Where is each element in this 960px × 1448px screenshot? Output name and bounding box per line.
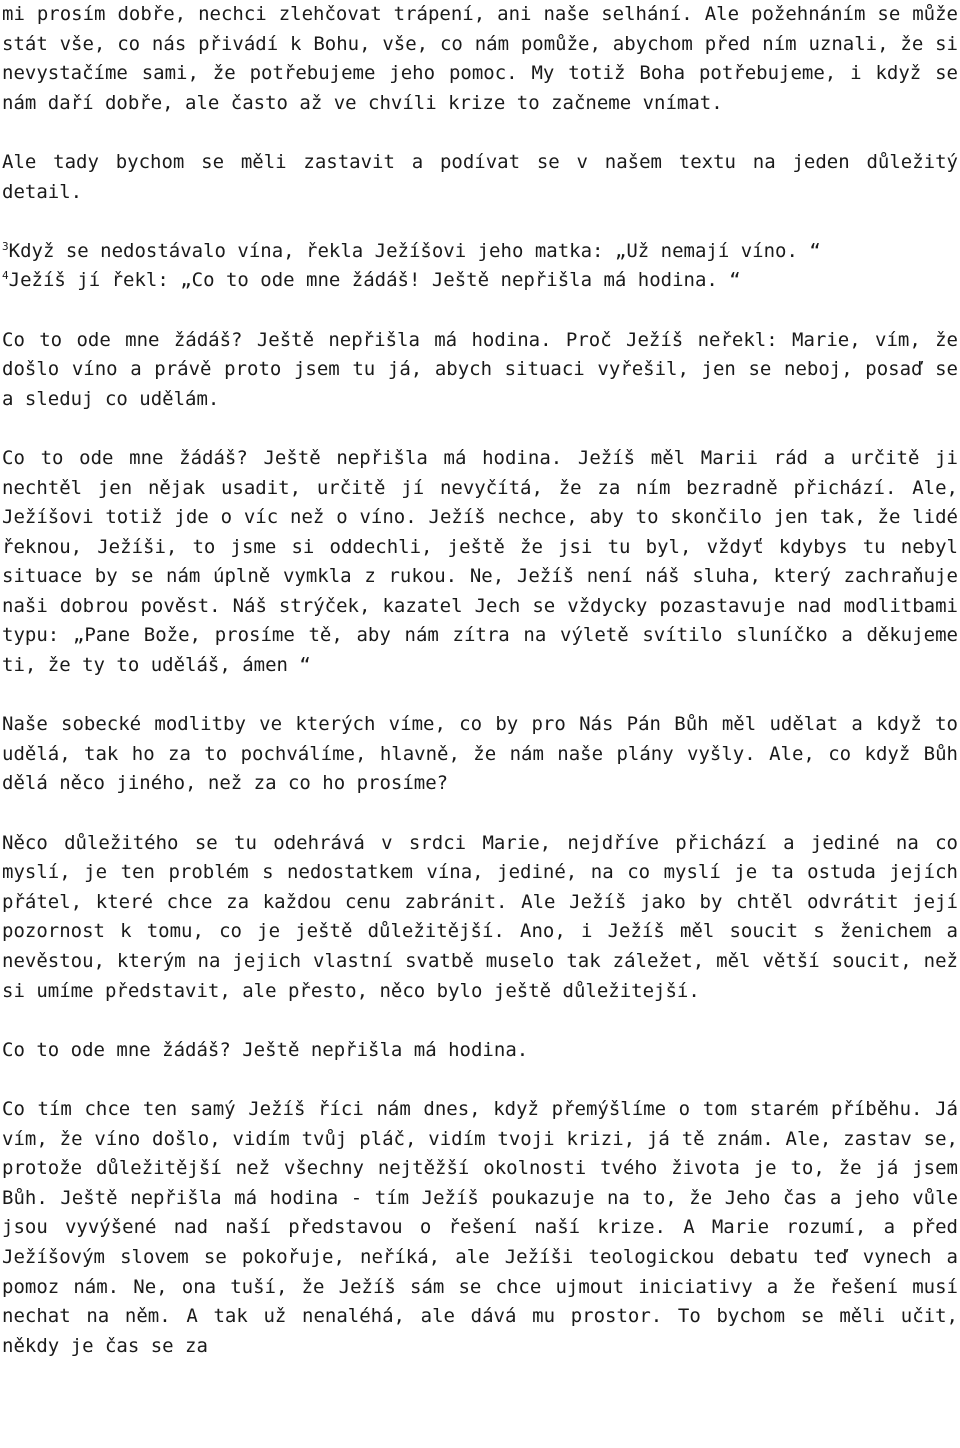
paragraph-8: Co tím chce ten samý Ježíš říci nám dnes, když přemýšlíme o tom starém příběhu. Já vím, že víno došlo, vidím tvůj pláč, vidím tvoji krizi, já tě znám. Ale, zastav se, protože důležitější než všechny nejtěžší okolnosti tvého života je to, že já jsem Bůh. Ještě nepřišla má hodina - tím Ježíš poukazuje na to, že Jeho čas a jeho vůle jsou vyvýšené nad naší představou o řešení naší krize. A Marie rozumí, a před Ježíšovým slovem se pokořuje, neříká, ale Ježíši teologickou debatu teď vynech a pomoz nám. Ne, ona tuší, že Ježíš sám se chce ujmout iniciativy a že řešení musí nechat na něm. A tak už nenaléhá, ale dává mu prostor. To bychom se měli učit, někdy je čas se za [2, 1097, 958, 1357]
document-page [2, 0, 958, 1361]
verse-text: Ježíš jí řekl: „Co to ode mne žádáš! Ještě nepřišla má hodina. “ [8, 269, 741, 292]
paragraph-3: Co to ode mne žádáš? Ještě nepřišla má hodina. Proč Ježíš neřekl: Marie, vím, že došlo víno a právě proto jsem tu já, abych situaci vyřešil, jen se neboj, posaď se a sleduj co udělám. [2, 328, 958, 410]
paragraph-detail: Ale tady bychom se měli zastavit a podívat se v našem textu na jeden důležitý detail. [2, 150, 958, 203]
paragraph-gap [2, 296, 958, 326]
paragraph-gap [2, 207, 958, 237]
paragraph-gap [2, 414, 958, 444]
verse-text: Když se nedostávalo vína, řekla Ježíšovi jeho matka: „Už nemají víno. “ [8, 239, 821, 262]
verse-number: 3 [2, 239, 9, 253]
bible-verse-4 [2, 266, 958, 296]
paragraph-4: Co to ode mne žádáš? Ještě nepřišla má hodina. Ježíš měl Marii rád a určitě ji nechtěl jen nějak usadit, určitě jí nevyčítá, že za ním bezradně přichází. Ale, Ježíšovi totiž jde o víc než o víno. Ježíš nechce, aby to skončilo jen tak, že lidé řeknou, Ježíši, to jsme si oddechli, ještě že jsi tu byl, vždyť kdybys tu nebyl situace by se nám úplně vymkla z rukou. Ne, Ježíš není náš sluha, který zachraňuje naši dobrou pověst. Náš strýček, kazatel Jech se vždycky pozastavuje nad modlitbami typu: „Pane Bože, prosíme tě, aby nám zítra na výletě svítilo sluníčko a děkujeme ti, že ty to uděláš, ámen “ [2, 446, 958, 677]
paragraph-gap [2, 1006, 958, 1036]
verse-number: 4 [2, 269, 9, 283]
bible-verse-3 [2, 237, 958, 267]
paragraph-7: Co to ode mne žádáš? Ještě nepřišla má hodina. [2, 1038, 529, 1061]
paragraph-gap [2, 1065, 958, 1095]
paragraph-5: Naše sobecké modlitby ve kterých víme, co by pro Nás Pán Bůh měl udělat a když to udělá, tak ho za to pochválíme, hlavně, že nám naše plány vyšly. Ale, co když Bůh dělá něco jiného, než za co ho prosíme? [2, 713, 958, 795]
paragraph-intro: mi prosím dobře, nechci zlehčovat trápení, ani naše selhání. Ale požehnáním se může stát vše, co nás přivádí k Bohu, vše, co nám pomůže, abychom před ním uznali, že si nevystačíme sami, že potřebujeme jeho pomoc. My totiž Boha potřebujeme, i když se nám daří dobře, ale často až ve chvíli krize to začneme vnímat. [2, 3, 958, 114]
paragraph-gap [2, 681, 958, 711]
paragraph-6: Něco důležitého se tu odehrává v srdci Marie, nejdříve přichází a jediné na co myslí, je ten problém s nedostatkem vína, jediné, na co myslí je ta ostuda jejích přátel, které chce za každou cenu zabránit. Ale Ježíš jako by chtěl odvrátit její pozornost k tomu, co je ještě důležitější. Ano, i Ježíš měl soucit s ženichem a nevěstou, kterým na jejich vlastní svatbě muselo tak záležet, měl větší soucit, než si umíme představit, ale přesto, něco bylo ještě důležitejší. [2, 831, 958, 1002]
paragraph-gap [2, 799, 958, 829]
paragraph-gap [2, 118, 958, 148]
